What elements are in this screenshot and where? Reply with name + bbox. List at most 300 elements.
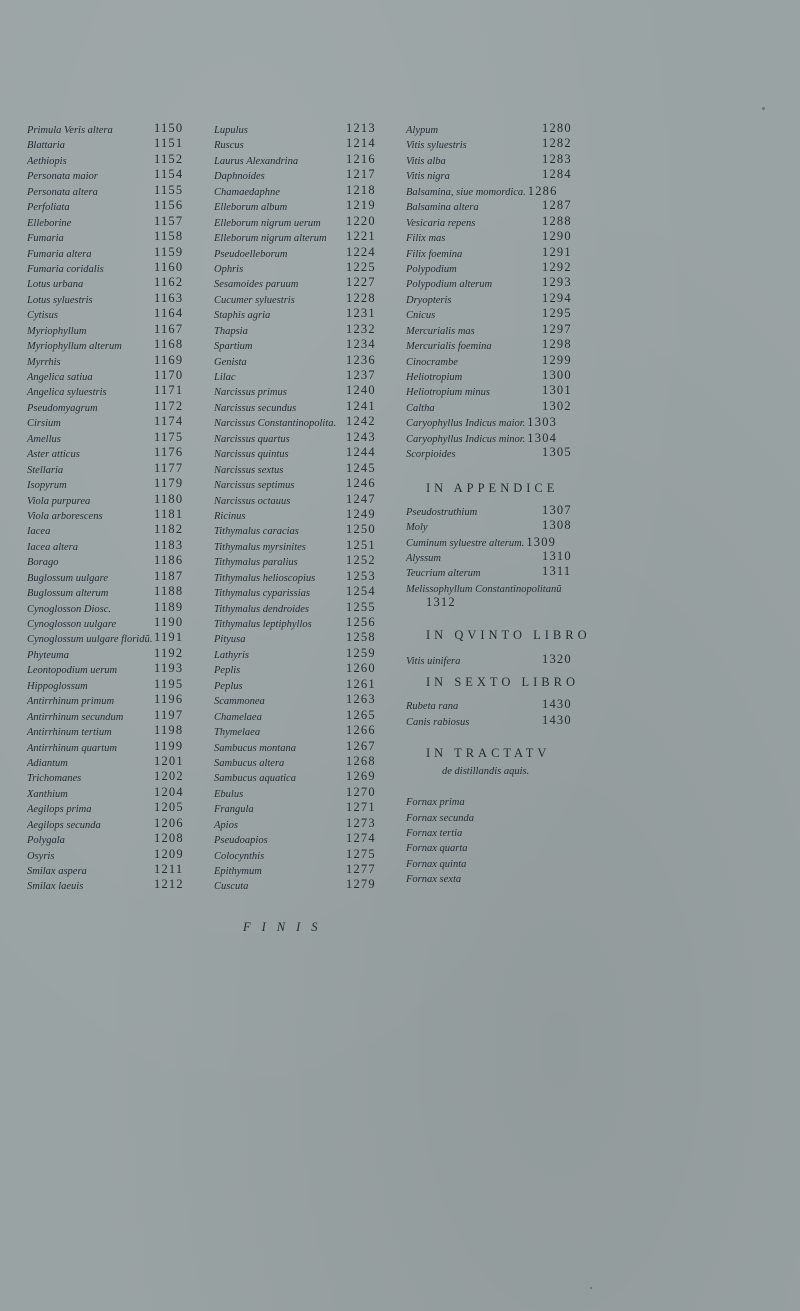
index-entry (406, 291, 596, 306)
index-entry (27, 198, 197, 213)
entry-name: Lupulus (214, 125, 248, 136)
index-entry (214, 322, 384, 337)
index-entry (406, 503, 596, 518)
index-entry (406, 809, 596, 824)
index-entry (214, 245, 384, 260)
entry-name: Canis rabiosus (406, 716, 470, 728)
entry-page-number: 1245 (346, 460, 376, 475)
entry-page-number: 1160 (154, 259, 184, 274)
entry-page-number: 1206 (154, 815, 184, 830)
entry-page-number: 1255 (346, 599, 376, 614)
index-entry (27, 306, 197, 321)
index-entry (214, 847, 384, 862)
entry-name: Cytisus (27, 310, 58, 322)
entry-name: Balsamina, siue momordica. (406, 186, 526, 198)
entry-page-number: 1204 (154, 784, 184, 799)
index-entry (27, 152, 197, 167)
entry-page-number: 1310 (542, 548, 572, 563)
quintus-list (406, 652, 596, 667)
entry-name: Stellaria (27, 464, 64, 476)
entry-name: Isopyrum (27, 480, 67, 492)
entry-page-number: 1218 (346, 182, 376, 197)
entry-name: Lotus urbana (27, 279, 84, 291)
index-entry (214, 198, 384, 213)
index-entry (214, 152, 384, 167)
entry-name: Buglossum uulgare (27, 572, 108, 584)
entry-name: Elleborum nigrum alterum (214, 233, 327, 245)
entry-name: Smilax laeuis (27, 881, 84, 893)
entry-page-number: 1170 (154, 368, 184, 382)
entry-name: Filix foemina (406, 248, 463, 260)
index-entry (406, 260, 596, 275)
entry-name: Perfoliata (27, 202, 70, 214)
entry-name: Tithymalus helioscopius (214, 572, 316, 584)
index-entry (27, 553, 197, 568)
entry-page-number: 1254 (346, 584, 376, 599)
entry-page-number: 1287 (542, 198, 572, 213)
entry-name: Amellus (27, 433, 61, 445)
entry-name: Leontopodium uerum (27, 665, 118, 677)
entry-page-number: 1242 (346, 414, 376, 429)
entry-name: Cnicus (406, 310, 436, 322)
index-column-3-main (406, 121, 596, 461)
entry-page-number: 1228 (346, 290, 376, 305)
entry-name: Viola purpurea (27, 495, 91, 507)
index-entry (406, 383, 596, 398)
entry-name: Sambucus aquatica (214, 773, 296, 785)
index-entry (27, 368, 197, 383)
index-entry (406, 136, 596, 151)
index-entry (406, 306, 596, 321)
entry-page-number: 1249 (346, 506, 376, 521)
index-entry (27, 476, 197, 491)
entry-page-number: 1309 (526, 534, 557, 549)
entry-page-number: 1294 (542, 290, 572, 305)
index-entry (27, 414, 197, 429)
entry-name: Caltha (406, 402, 435, 414)
index-entry (27, 600, 197, 615)
entry-page-number: 1213 (346, 121, 376, 135)
entry-page-number: 1277 (346, 862, 376, 876)
entry-page-number: 1190 (154, 615, 184, 629)
entry-name: Narcissus secundus (214, 402, 297, 414)
index-entry (214, 769, 384, 784)
entry-name: Laurus Alexandrina (214, 155, 299, 167)
entry-name: Aster atticus (27, 449, 80, 461)
entry-name: Peplis (214, 665, 241, 677)
finis-text: FINIS (243, 920, 329, 934)
entry-page-number: 1152 (154, 151, 184, 166)
entry-page-number: 1241 (346, 398, 376, 413)
index-entry (406, 855, 596, 870)
entry-page-number: 1176 (154, 445, 184, 460)
index-entry (27, 507, 197, 522)
entry-page-number: 1250 (346, 522, 376, 537)
entry-name: Angelica syluestris (27, 387, 107, 399)
index-entry (214, 275, 384, 290)
index-entry (406, 245, 596, 260)
entry-name: Ebulus (214, 788, 244, 800)
entry-page-number: 1267 (346, 738, 376, 753)
entry-name: Dryopteris (406, 294, 452, 306)
entry-name: Melissophyllum Constantinopolitanũ (406, 583, 562, 595)
index-entry (214, 862, 384, 877)
entry-page-number: 1183 (154, 537, 184, 552)
entry-page-number: 1217 (346, 167, 376, 182)
entry-name: Narcissus primus (214, 387, 287, 399)
entry-page-number: 1263 (346, 692, 376, 707)
entry-page-number: 1212 (154, 877, 184, 892)
entry-page-number: 1201 (154, 753, 184, 768)
entry-page-number: 1232 (346, 321, 376, 336)
index-column-2 (214, 121, 384, 893)
index-entry (406, 275, 596, 290)
index-entry (214, 306, 384, 321)
entry-name: Elleborum album (214, 202, 288, 214)
entry-page-number: 1182 (154, 522, 184, 537)
entry-name: Mercurialis foemina (406, 341, 492, 353)
entry-page-number: 1167 (154, 321, 184, 336)
index-entry (27, 831, 197, 846)
index-entry (214, 615, 384, 630)
index-entry (27, 800, 197, 815)
index-entry (214, 414, 384, 429)
entry-page-number: 1298 (542, 337, 572, 352)
entry-name: Tithymalus caracias (214, 526, 299, 538)
entry-page-number: 1193 (154, 661, 184, 676)
index-entry (406, 824, 596, 839)
entry-page-number: 1162 (154, 275, 184, 290)
index-entry (406, 697, 596, 712)
index-entry (27, 661, 197, 676)
index-entry (214, 708, 384, 723)
entry-page-number: 1288 (542, 213, 572, 228)
entry-name: Lathyris (214, 649, 250, 661)
entry-page-number: 1171 (154, 383, 184, 398)
entry-name: Osyris (27, 850, 55, 862)
index-entry (27, 862, 197, 877)
entry-page-number: 1211 (154, 862, 184, 876)
entry-name: Iacea (27, 526, 51, 538)
tractatus-heading: IN TRACTATV (426, 746, 551, 761)
entry-page-number: 1268 (346, 753, 376, 768)
entry-page-number: 1256 (346, 615, 376, 629)
entry-page-number: 1253 (346, 568, 376, 583)
entry-page-number: 1208 (154, 831, 184, 846)
entry-name: Scammonea (214, 696, 265, 708)
index-entry (27, 183, 197, 198)
entry-name: Borago (27, 557, 59, 569)
entry-page-number: 1186 (154, 553, 184, 568)
index-column-1 (27, 121, 197, 893)
entry-name: Primula Veris altera (27, 125, 113, 136)
entry-page-number: 1225 (346, 259, 376, 274)
entry-page-number: 1261 (346, 676, 376, 691)
entry-name: Colocynthis (214, 850, 265, 862)
index-entry (406, 229, 596, 244)
index-entry (27, 847, 197, 862)
paper-speck (590, 1287, 592, 1289)
index-entry (214, 754, 384, 769)
entry-name: Pseudoelleborum (214, 248, 288, 260)
index-entry (27, 275, 197, 290)
entry-name: Angelica satiua (27, 372, 93, 383)
entry-name: Fornax tertia (406, 828, 463, 839)
entry-name: Fumaria altera (27, 248, 92, 260)
entry-page-number: 1265 (346, 707, 376, 722)
entry-page-number: 1280 (542, 121, 572, 135)
entry-page-number: 1305 (542, 445, 572, 460)
index-entry (27, 245, 197, 260)
entry-page-number: 1205 (154, 800, 184, 815)
entry-name: Narcissus sextus (214, 464, 284, 476)
index-entry (214, 584, 384, 599)
entry-name: Cirsium (27, 418, 61, 430)
index-entry (406, 167, 596, 182)
index-entry (27, 430, 197, 445)
index-entry (214, 368, 384, 383)
entry-name: Cynoglossum uulgare floridũ. (27, 634, 153, 646)
entry-page-number: 1202 (154, 769, 184, 784)
entry-name: Epithymum (214, 866, 262, 877)
entry-name: Apios (214, 819, 238, 831)
entry-name: Xanthium (27, 788, 68, 800)
index-entry (27, 353, 197, 368)
entry-name: Rubeta rana (406, 701, 459, 713)
entry-page-number: 1286 (527, 183, 558, 198)
appendix-heading: IN APPENDICE (426, 480, 559, 495)
index-entry (406, 534, 596, 549)
entry-name: Tithymalus leptiphyllos (214, 619, 312, 630)
index-entry (27, 646, 197, 661)
index-entry (406, 399, 596, 414)
entry-page-number: 1175 (154, 429, 184, 444)
entry-name: Elleborum nigrum uerum (214, 217, 321, 229)
entry-name: Tithymalus cyparissias (214, 588, 310, 600)
index-entry (27, 260, 197, 275)
entry-page-number: 1199 (154, 738, 184, 753)
quintus-heading: IN QVINTO LIBRO (426, 627, 591, 642)
index-column-3 (406, 121, 596, 886)
index-entry (214, 692, 384, 707)
entry-page-number: 1159 (154, 244, 184, 259)
sextus-list (406, 697, 596, 728)
entry-name: Cuminum syluestre alterum. (406, 537, 525, 549)
entry-name: Teucrium alterum (406, 568, 481, 580)
index-entry (27, 337, 197, 352)
index-entry (214, 877, 384, 892)
entry-page-number: 1192 (154, 645, 184, 660)
entry-name: Genista (214, 356, 247, 368)
index-entry (27, 785, 197, 800)
index-entry (214, 445, 384, 460)
entry-name: Fumaria (27, 233, 64, 245)
index-entry (406, 414, 596, 429)
entry-name: Vitis alba (406, 155, 446, 167)
index-entry (214, 507, 384, 522)
index-entry (27, 569, 197, 584)
entry-page-number: 1227 (346, 275, 376, 290)
entry-name: Ruscus (214, 140, 244, 152)
entry-name: Trichomanes (27, 773, 82, 785)
entry-name: Aegilops prima (27, 804, 92, 816)
entry-name: Pseudostruthium (406, 506, 478, 518)
entry-name: Narcissus octauus (214, 495, 291, 507)
entry-page-number: 1172 (154, 398, 184, 413)
entry-name: Personata maior (27, 171, 98, 183)
index-entry (406, 652, 596, 667)
index-entry (214, 229, 384, 244)
entry-name: Polypodium (406, 263, 457, 275)
tractatus-subheading: de distillandis aquis. (442, 766, 530, 778)
entry-page-number: 1304 (527, 430, 558, 445)
entry-name: Hippoglossum (27, 680, 88, 692)
entry-name: Fornax sexta (406, 874, 462, 886)
entry-page-number: 1283 (542, 151, 572, 166)
index-entry (27, 167, 197, 182)
index-entry (27, 692, 197, 707)
index-entry (214, 383, 384, 398)
index-entry (406, 152, 596, 167)
entry-page-number: 1243 (346, 429, 376, 444)
entry-page-number: 1224 (346, 244, 376, 259)
index-entry (214, 816, 384, 831)
entry-name: Frangula (214, 804, 254, 816)
entry-page-number: 1279 (346, 877, 376, 892)
entry-name: Smilax aspera (27, 866, 87, 877)
index-entry (27, 723, 197, 738)
entry-page-number: 1180 (154, 491, 184, 506)
index-entry (214, 522, 384, 537)
index-entry (214, 136, 384, 151)
index-entry (27, 291, 197, 306)
entry-page-number: 1157 (154, 213, 184, 228)
entry-name: Antirrhinum primum (27, 696, 115, 708)
entry-name: Caryophyllus Indicus minor. (406, 433, 526, 445)
entry-name: Narcissus quintus (214, 449, 289, 461)
index-entry (214, 492, 384, 507)
entry-page-number: 1158 (154, 229, 184, 244)
entry-page-number: 1275 (346, 846, 376, 861)
entry-page-number: 1214 (346, 136, 376, 151)
entry-name: Sesamoides paruum (214, 279, 299, 291)
paper-speck (762, 107, 765, 110)
entry-name: Lilac (214, 372, 236, 383)
index-entry (27, 816, 197, 831)
entry-name: Pseudomyagrum (27, 402, 98, 414)
entry-page-number: 1197 (154, 707, 184, 722)
index-entry (406, 518, 596, 533)
entry-name: Narcissus quartus (214, 433, 290, 445)
entry-page-number: 1311 (542, 564, 572, 579)
entry-page-number: 1290 (542, 229, 572, 244)
entry-name: Heliotropium (406, 372, 463, 383)
index-entry (214, 553, 384, 568)
index-entry (406, 564, 596, 579)
index-entry (406, 337, 596, 352)
entry-name: Tithymalus paralius (214, 557, 298, 569)
entry-name: Peplus (214, 680, 243, 692)
entry-page-number: 1300 (542, 368, 572, 382)
entry-name: Tithymalus dendroides (214, 603, 309, 615)
entry-page-number: 1216 (346, 151, 376, 166)
entry-page-number: 1219 (346, 198, 376, 213)
entry-name: Myriophyllum alterum (27, 341, 122, 353)
index-entry (27, 492, 197, 507)
entry-page-number: 1236 (346, 352, 376, 367)
entry-name: Fornax prima (406, 797, 465, 809)
entry-page-number: 1273 (346, 815, 376, 830)
entry-page-number: 1177 (154, 460, 184, 475)
entry-name: Cinocrambe (406, 356, 458, 368)
index-entry (406, 214, 596, 229)
entry-page-number: 1237 (346, 368, 376, 382)
index-entry (214, 800, 384, 815)
entry-name: Polypodium alterum (406, 279, 493, 291)
index-entry (406, 870, 596, 885)
entry-name: Polygala (27, 835, 65, 847)
entry-name: Cucumer syluestris (214, 294, 295, 306)
index-entry (214, 260, 384, 275)
entry-name: Iacea altera (27, 541, 79, 553)
entry-name: Vitis syluestris (406, 140, 467, 152)
entry-name: Chamelaea (214, 711, 262, 723)
entry-page-number: 1303 (527, 415, 558, 430)
entry-name: Phyteuma (27, 649, 69, 661)
entry-page-number: 1196 (154, 692, 184, 707)
entry-page-number: 1187 (154, 568, 184, 583)
entry-name: Antirrhinum quartum (27, 742, 117, 754)
entry-page-number: 1246 (346, 476, 376, 491)
entry-page-number: 1168 (154, 337, 184, 352)
entry-page-number: 1164 (154, 306, 184, 321)
entry-name: Lotus syluestris (27, 294, 93, 306)
index-entry (406, 322, 596, 337)
entry-name: Elleborine (27, 217, 72, 229)
entry-page-number: 1247 (346, 491, 376, 506)
entry-name: Pityusa (214, 634, 246, 646)
index-entry (406, 198, 596, 213)
entry-page-number: 1297 (542, 321, 572, 336)
entry-page-number: 1198 (154, 723, 184, 738)
entry-name: Sambucus montana (214, 742, 296, 754)
index-entry (214, 399, 384, 414)
entry-page-number: 1291 (542, 244, 572, 259)
index-entry (27, 383, 197, 398)
entry-name: Ophris (214, 263, 244, 275)
index-entry (406, 793, 596, 808)
entry-page-number: 1292 (542, 259, 572, 274)
index-entry (27, 229, 197, 244)
entry-name: Tithymalus myrsinites (214, 541, 306, 553)
index-entry (27, 399, 197, 414)
entry-name: Thapsia (214, 325, 248, 337)
entry-page-number: 1299 (542, 352, 572, 367)
entry-page-number: 1231 (346, 306, 376, 321)
entry-page-number: 1293 (542, 275, 572, 290)
entry-name: Cynoglosson Diosc. (27, 603, 111, 615)
entry-name: Aegilops secunda (27, 819, 101, 831)
entry-name: Aethiopis (27, 155, 67, 167)
entry-name: Narcissus septimus (214, 480, 295, 492)
index-entry (27, 522, 197, 537)
index-entry (27, 445, 197, 460)
entry-name: Cuscuta (214, 881, 249, 893)
index-entry (214, 214, 384, 229)
entry-page-number: 1179 (154, 476, 184, 491)
entry-name: Moly (406, 522, 428, 534)
entry-page-number: 1169 (154, 352, 184, 367)
